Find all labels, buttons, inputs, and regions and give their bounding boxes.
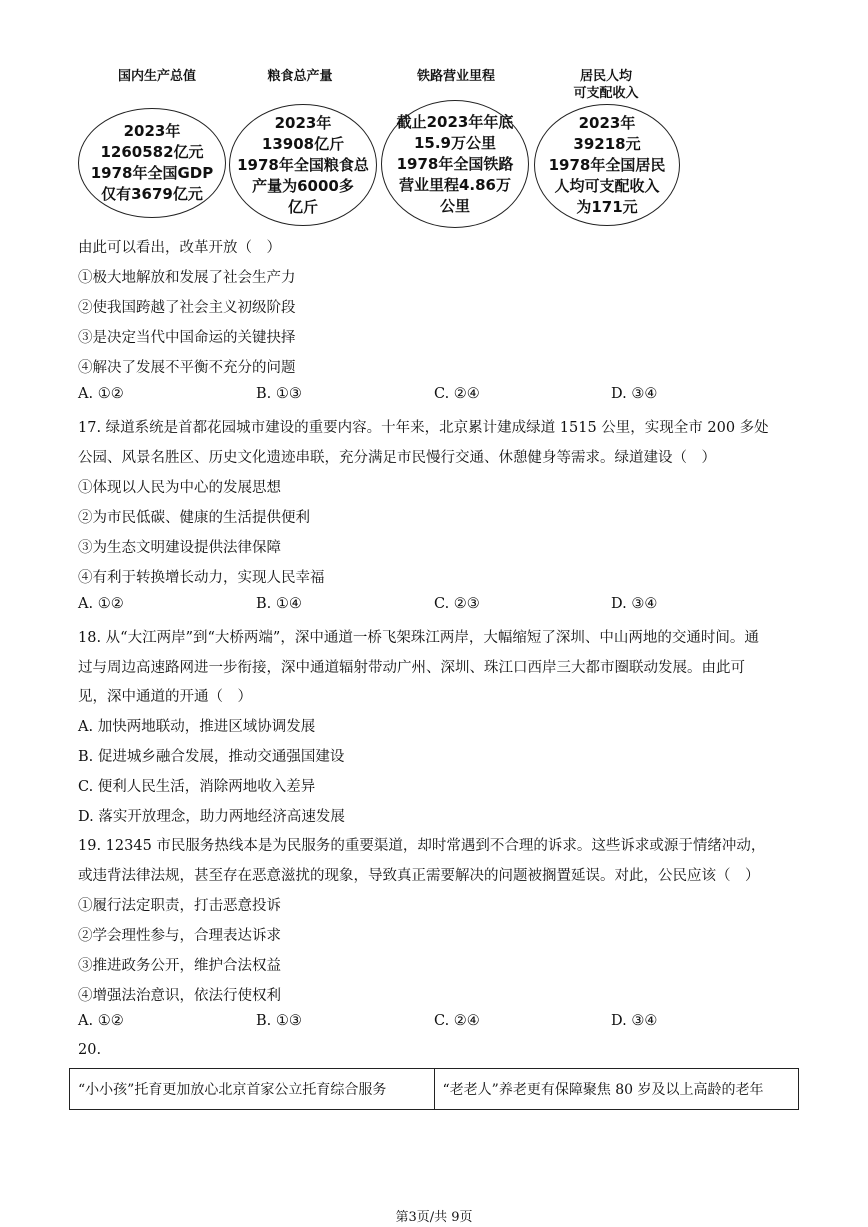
q19-option-a[interactable]: A. ①② — [78, 1013, 124, 1029]
q18-stem-line-2: 过与周边高速路网进一步衔接，深中通道辐射带动广州、深圳、珠江口西岸三大都市圈联动发展。由此可 — [78, 660, 745, 676]
q19-item-3: ③推进政务公开，维护合法权益 — [78, 958, 281, 974]
circle-text: 产量为6000多 — [252, 176, 354, 195]
circle-header-gdp: 国内生产总值 — [117, 69, 196, 84]
circle-text: 2023年 — [123, 122, 181, 140]
circle-text: 1978年全国粮食总 — [237, 155, 369, 174]
q18-stem-line-1: 18. 从“大江两岸”到“大桥两端”，深中通道一桥飞架珠江两岸，大幅缩短了深圳、中山两地的交通时间。通 — [78, 630, 759, 646]
circle-text: 为171元 — [576, 197, 638, 216]
q17-option-d[interactable]: D. ③④ — [611, 596, 658, 612]
circle-header-grain: 粮食总产量 — [267, 69, 333, 84]
q17-item-1: ①体现以人民为中心的发展思想 — [78, 480, 281, 496]
q18-option-c[interactable]: C. 便利人民生活，消除两地收入差异 — [78, 779, 316, 795]
q17-option-a[interactable]: A. ①② — [78, 596, 124, 612]
q18-stem-line-3: 见，深中通道的开通（ ） — [78, 689, 252, 705]
q17-stem-line-1: 17. 绿道系统是首都花园城市建设的重要内容。十年来，北京累计建成绿道 1515 公里，实现全市 200 多处 — [78, 420, 769, 436]
q16-option-b[interactable]: B. ①③ — [256, 386, 302, 402]
q19-stem-line-1: 19. 12345 市民服务热线本是为民服务的重要渠道，却时常遇到不合理的诉求。这些诉求或源于情绪冲动， — [78, 838, 766, 854]
q18-option-a[interactable]: A. 加快两地联动，推进区域协调发展 — [78, 719, 316, 735]
q16-item-1: ①极大地解放和发展了社会生产力 — [78, 270, 296, 286]
circle-text: 1260582亿元 — [100, 143, 204, 161]
circle-text: 2023年 — [274, 113, 332, 132]
circle-text: 2023年 — [578, 113, 636, 132]
q16-stem: 由此可以看出，改革开放（ ） — [78, 240, 281, 256]
q16-option-d[interactable]: D. ③④ — [611, 386, 658, 402]
q16-item-2: ②使我国跨越了社会主义初级阶段 — [78, 300, 296, 316]
q20-cell-left: “小小孩”托育更加放心北京首家公立托育综合服务 — [70, 1069, 435, 1110]
circle-text: 亿斤 — [287, 197, 318, 216]
circle-grain — [229, 104, 377, 226]
circle-header-income — [526, 68, 686, 102]
circle-text: 营业里程4.86万 — [398, 175, 511, 194]
q19-item-2: ②学会理性参与，合理表达诉求 — [78, 928, 281, 944]
circle-railway — [381, 100, 529, 228]
circle-header-income-line1: 居民人均 — [579, 69, 632, 84]
q19-option-b[interactable]: B. ①③ — [256, 1013, 302, 1029]
circle-text: 13908亿斤 — [261, 134, 345, 153]
circle-text: 仅有3679亿元 — [101, 185, 203, 203]
q19-stem-line-2: 或违背法律法规，甚至存在恶意滋扰的现象，导致真正需要解决的问题被搁置延误。对此，公民应该（ ） — [78, 868, 760, 884]
q17-option-b[interactable]: B. ①④ — [256, 596, 302, 612]
q18-option-d[interactable]: D. 落实开放理念，助力两地经济高速发展 — [78, 809, 345, 825]
circle-text: 截止2023年年底 — [396, 112, 514, 131]
q19-option-c[interactable]: C. ②④ — [434, 1013, 480, 1029]
q16-item-4: ④解决了发展不平衡不充分的问题 — [78, 360, 296, 376]
circle-text: 人均可支配收入 — [554, 176, 660, 195]
circle-text: 1978年全国GDP — [90, 164, 214, 182]
q20-table — [69, 1068, 799, 1110]
circle-text: 39218元 — [573, 134, 641, 153]
q16-option-a[interactable]: A. ①② — [78, 386, 124, 402]
circle-header-railway: 铁路营业里程 — [416, 69, 495, 84]
circle-gdp — [78, 108, 226, 218]
circle-income — [534, 104, 680, 226]
q20-cell-right: “老老人”养老更有保障聚焦 80 岁及以上高龄的老年 — [434, 1069, 799, 1110]
table-row — [70, 1069, 799, 1110]
page-footer: 第3页/共 9页 — [395, 1210, 473, 1225]
q17-option-c[interactable]: C. ②③ — [434, 596, 480, 612]
q19-item-1: ①履行法定职责，打击恶意投诉 — [78, 898, 281, 914]
q17-item-3: ③为生态文明建设提供法律保障 — [78, 540, 281, 556]
q16-option-c[interactable]: C. ②④ — [434, 386, 480, 402]
q19-item-4: ④增强法治意识，依法行使权利 — [78, 988, 281, 1004]
q19-option-d[interactable]: D. ③④ — [611, 1013, 658, 1029]
circle-text: 1978年全国铁路 — [396, 154, 514, 173]
circle-text: 公里 — [439, 196, 470, 215]
q20-number: 20. — [78, 1042, 102, 1058]
circle-text: 15.9万公里 — [413, 133, 496, 152]
circle-text: 1978年全国居民 — [548, 155, 666, 174]
q17-stem-line-2: 公园、风景名胜区、历史文化遗迹串联，充分满足市民慢行交通、休憩健身等需求。绿道建设（ ） — [78, 450, 716, 466]
q17-item-4: ④有利于转换增长动力，实现人民幸福 — [78, 570, 325, 586]
circle-header-income-line2: 可支配收入 — [573, 86, 639, 101]
q18-option-b[interactable]: B. 促进城乡融合发展，推动交通强国建设 — [78, 749, 345, 765]
q17-item-2: ②为市民低碳、健康的生活提供便利 — [78, 510, 310, 526]
q16-item-3: ③是决定当代中国命运的关键抉择 — [78, 330, 296, 346]
